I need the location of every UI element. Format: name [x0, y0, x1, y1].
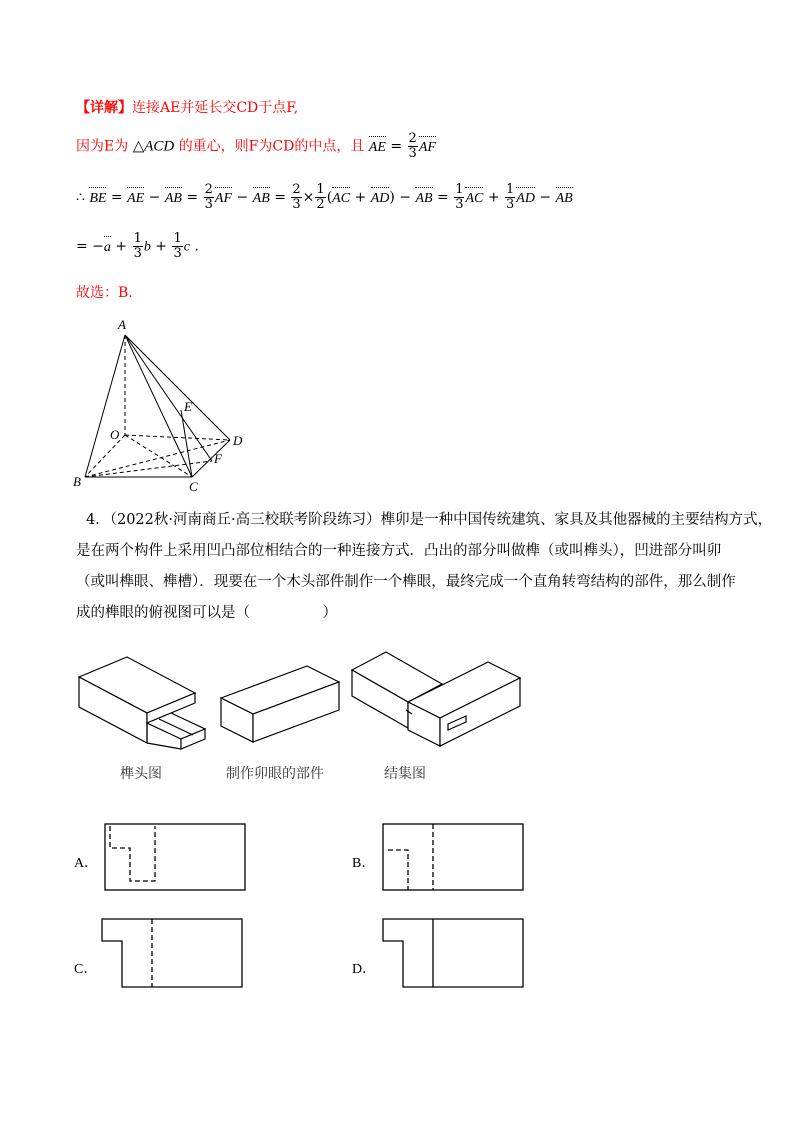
label-e: E [184, 399, 192, 414]
solution-line-4: = −a + $\frac{1}{3}$ b + $\frac{1}{3}$ c . [76, 231, 199, 261]
option-a-label[interactable]: A． [74, 856, 99, 871]
label-o: O [110, 427, 120, 442]
option-c-figure[interactable] [100, 915, 250, 995]
label-a: A [118, 317, 126, 332]
ae-equation: AE = $\frac{2}{3}$ AF [368, 131, 436, 161]
option-b-label[interactable]: B． [352, 856, 376, 871]
solution-line-1 [76, 99, 298, 117]
assembly-illustration [348, 648, 528, 758]
triangle-acd: △ACD [132, 138, 175, 155]
label-d: D [233, 433, 243, 448]
label-f: F [214, 451, 222, 466]
option-c-label[interactable]: C． [74, 962, 98, 977]
mortise-part-illustration [215, 662, 345, 752]
label-b: B [73, 474, 81, 489]
question-line-3: （或叫榫眼、榫槽）．现要在一个木头部件制作一个榫眼，最终完成一个直角转弯结构的部件，那么制作 [76, 574, 736, 590]
solution-line-3: ∴ BE = AE − AB = $\frac{2}{3}$ AF − AB = $\frac{2}{3}$ × $\frac{1}{2}$ (AC + AD) − AB = $\frac{1}{3}$ AC + $\frac{1}{3}$ AD − AB [76, 182, 573, 212]
caption-assembly: 结集图 [384, 766, 426, 782]
solution-line-2 [76, 132, 436, 161]
caption-mortise-part: 制作卯眼的部件 [226, 766, 324, 782]
option-d-figure[interactable] [378, 915, 528, 995]
question-number: 4． [86, 512, 110, 528]
solution-tag: 【详解】 [76, 100, 132, 116]
question-line-1 [86, 505, 772, 536]
solution-text-1: 连接AE并延长交CD于点F, [132, 100, 299, 116]
option-a-figure[interactable] [100, 820, 250, 900]
question-line-4: 成的榫眼的俯视图可以是（ ） [76, 605, 337, 621]
option-b-figure[interactable] [378, 820, 528, 900]
question-line-2: 是在两个构件上采用凹凸部位相结合的一种连接方式．凸出的部分叫做榫（或叫榫头），凹进部分叫卯 [76, 543, 722, 559]
question-source: （2022秋·河南商丘·高三校联考阶段练习） [109, 512, 381, 528]
tenon-illustration [75, 655, 215, 750]
option-d-label[interactable]: D． [352, 962, 377, 977]
caption-tenon: 榫头图 [120, 766, 162, 782]
label-c: C [189, 479, 198, 494]
question-text-1: 榫卯是一种中国传统建筑、家具及其他器械的主要结构方式， [380, 512, 773, 528]
solution-text-2a: 因为E为 [76, 138, 129, 155]
answer-line: 故选：B. [76, 285, 133, 301]
pyramid-figure [70, 315, 260, 495]
solution-text-2b: 的重心，则F为CD的中点，且 [178, 138, 365, 155]
